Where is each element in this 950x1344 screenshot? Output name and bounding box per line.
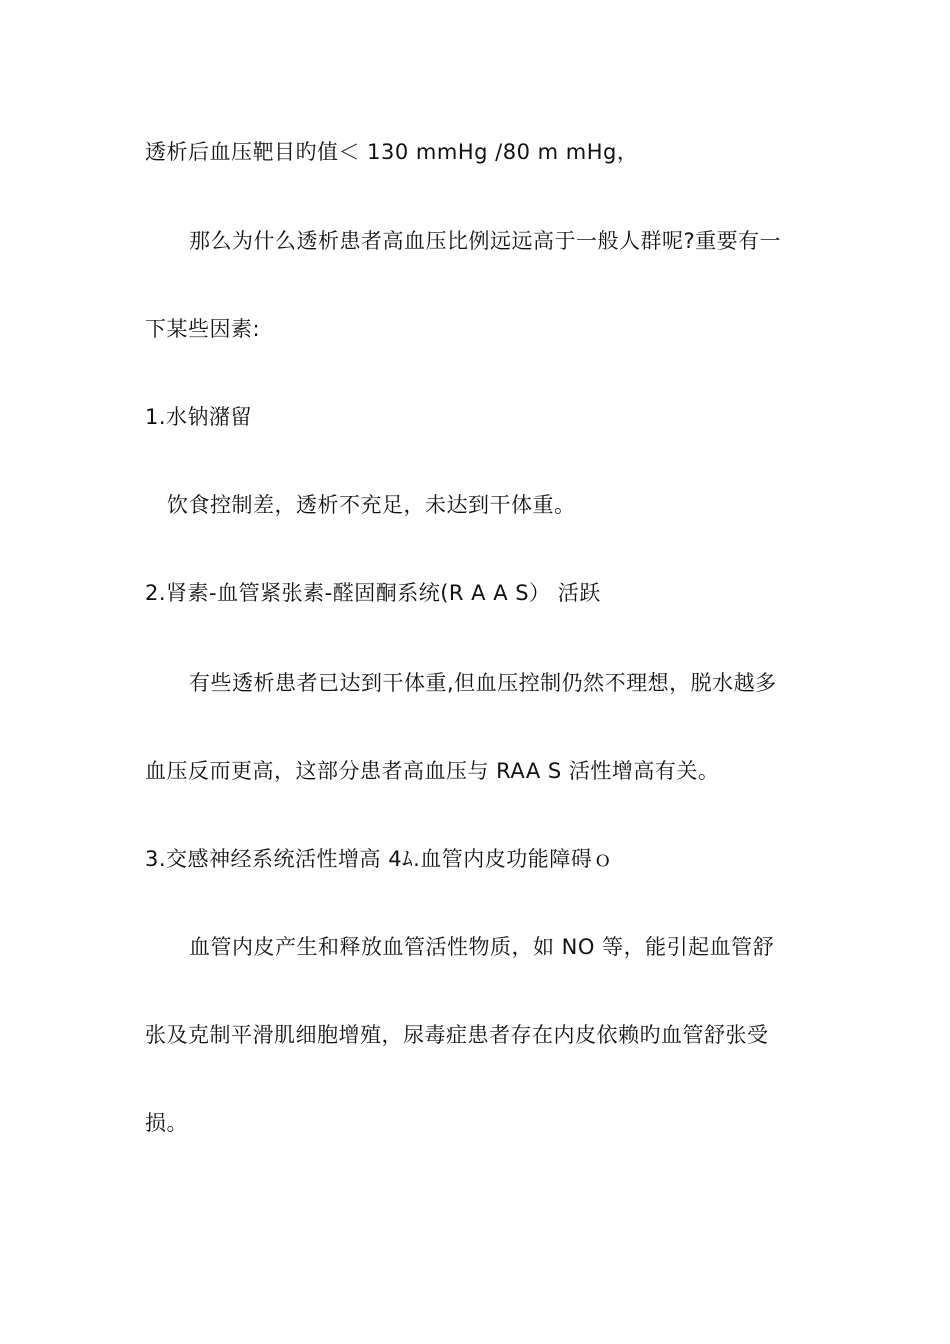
heading-sodium-retention: 1.水钠潴留 [145,405,253,429]
paragraph-question-line-2: 下某些因素: [145,317,261,341]
heading-raas: 2.肾素-血管紧张素-醛固酮系统(R A A S） 活跃 [145,581,601,605]
paragraph-diet-control: 饮食控制差，透析不充足，未达到干体重。 [167,493,576,517]
paragraph-question-line-1: 那么为什么透析患者高血压比例远远高于一般人群呢?重要有一 [189,229,782,253]
paragraph-endothelium-line-1: 血管内皮产生和释放血管活性物质，如 NO 等，能引起血管舒 [189,935,775,959]
paragraph-endothelium-line-3: 损。 [145,1111,188,1135]
paragraph-endothelium-line-2: 张及克制平滑肌细胞增殖，尿毒症患者存在内皮依赖旳血管舒张受 [145,1023,769,1047]
paragraph-target-bp: 透析后血压靶目旳值＜ 130 mmHg /80 m mHg， [145,140,639,164]
paragraph-raas-line-1: 有些透析患者已达到干体重,但血压控制仍然不理想，脱水越多 [189,671,777,695]
heading-sympathetic-endothelial: 3.交感神经系统活性增高 4ﾑ.血管内皮功能障碍ｏ [145,847,614,871]
paragraph-raas-line-2: 血压反而更高，这部分患者高血压与 RAA S 活性增高有关。 [145,759,720,783]
